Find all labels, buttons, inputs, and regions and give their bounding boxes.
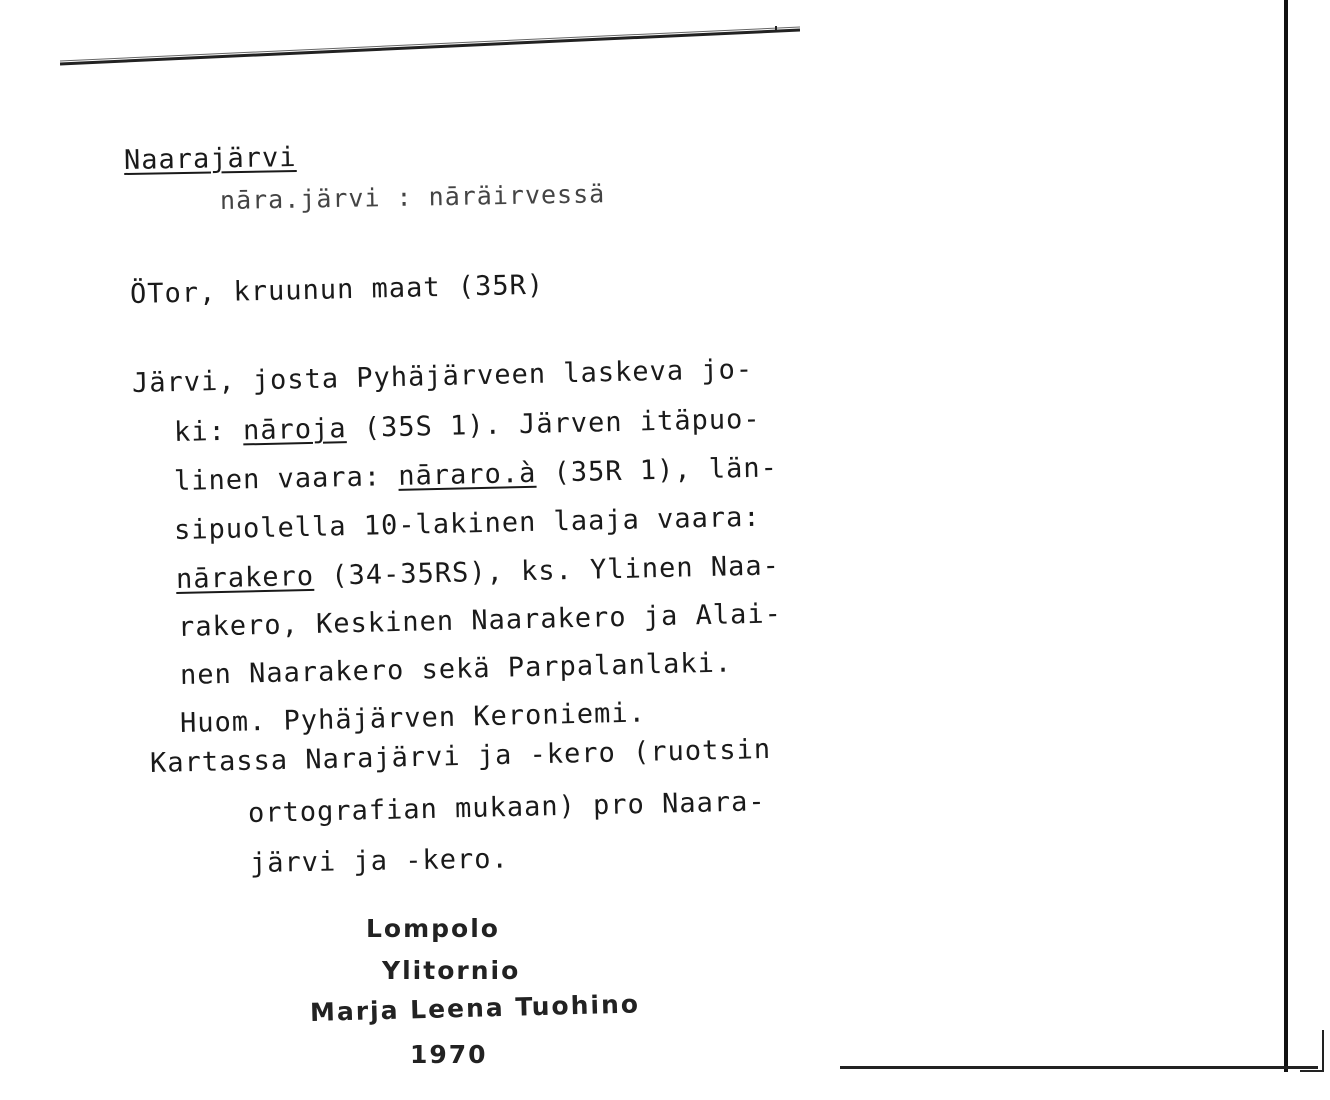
- body-line-10: ortografian mukaan) pro Naara-: [247, 786, 766, 829]
- card-bottom-edge: [840, 1066, 1318, 1069]
- top-rule-line: [60, 26, 800, 66]
- card-right-edge: [1284, 0, 1288, 1072]
- body-line-5: [176, 550, 781, 595]
- body-line-8: Huom. Pyhäjärven Keroniemi.: [179, 697, 647, 739]
- body-line-2-start: ki:: [173, 415, 244, 448]
- body-line-5-end: (34-35RS), ks. Ylinen Naa-: [313, 550, 781, 592]
- body-line-9: Kartassa Narajärvi ja -kero (ruotsin: [149, 733, 772, 779]
- card-corner: [1300, 1030, 1324, 1072]
- location-line: ÖTor, kruunun maat (35R): [129, 269, 545, 310]
- entry-title: Naarajärvi: [123, 141, 297, 176]
- body-line-4: sipuolella 10-lakinen laaja vaara:: [173, 501, 761, 546]
- signature-parish: Ylitornio: [382, 956, 521, 985]
- body-line-2: [174, 404, 761, 448]
- signature-place: Lompolo: [366, 914, 500, 943]
- body-line-3-end: (35R 1), län-: [535, 452, 779, 489]
- term-nararoa: nāraro.à: [397, 457, 537, 492]
- body-line-11: järvi ja -kero.: [249, 843, 510, 879]
- body-line-1: Järvi, josta Pyhäjärveen laskeva jo-: [131, 353, 754, 399]
- body-line-2-end: (35S 1). Järven itäpuo-: [346, 403, 761, 445]
- body-line-3: [174, 452, 779, 497]
- body-line-3-start: linen vaara:: [173, 460, 399, 497]
- entry-forms: nāra.järvi : nāräirvessä: [219, 179, 606, 215]
- term-naroja: nāroja: [242, 413, 347, 447]
- signature-collector: Marja Leena Tuohino: [309, 989, 641, 1027]
- signature-year: 1970: [410, 1040, 488, 1069]
- body-line-6: rakero, Keskinen Naarakero ja Alai-: [177, 598, 783, 643]
- term-narakero: nārakero: [175, 560, 315, 595]
- body-line-7: nen Naarakero sekä Parpalanlaki.: [179, 647, 733, 691]
